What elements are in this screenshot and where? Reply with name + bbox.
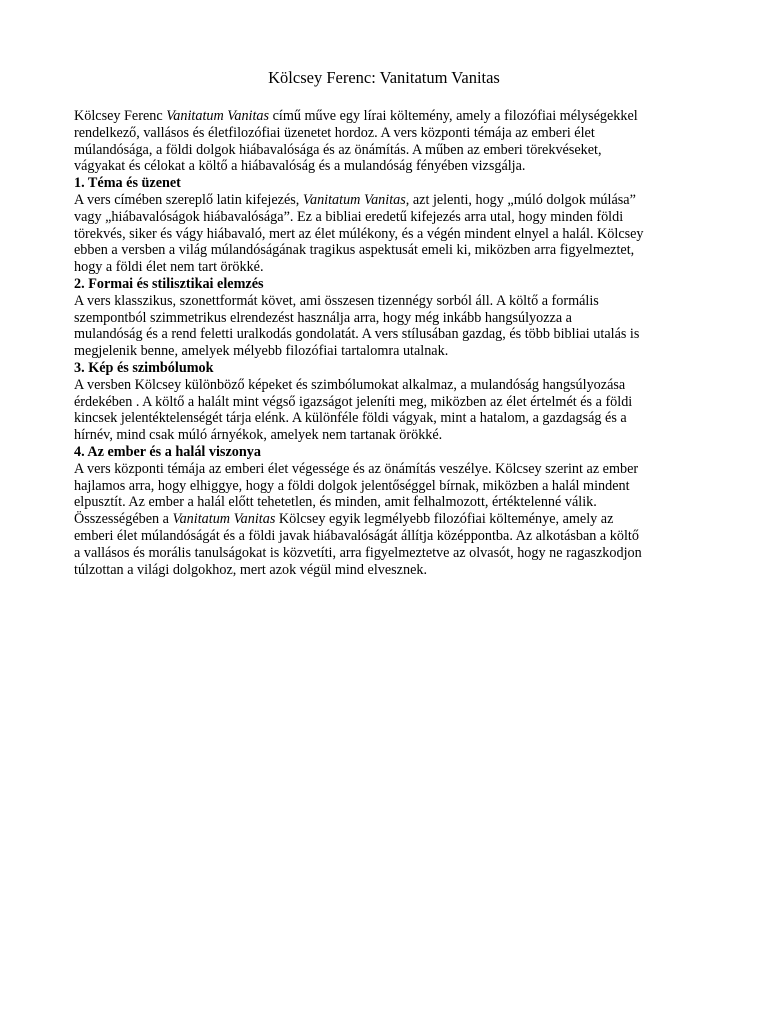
document-body xyxy=(74,108,704,578)
text-line: múlandósága, a földi dolgok hiábavalósága és az önámítás. A műben az emberi törekvéseket, xyxy=(74,141,602,158)
work-title-italic: Vanitatum Vanitas xyxy=(302,191,406,208)
work-title-italic: Vanitatum Vanitas xyxy=(166,108,270,124)
text-line: érdekében . A költő a halált mint végső igazságot jeleníti meg, miközben az élet értelmét és a földi xyxy=(74,393,633,410)
document-title: Kölcsey Ferenc: Vanitatum Vanitas xyxy=(268,68,500,87)
text-line: elpusztít. Az ember a halál előtt tehetetlen, és minden, amit felhalmozott, értéktelenné válik. xyxy=(74,494,597,511)
section-paragraph xyxy=(74,377,704,444)
text-line: mulandóság és a rend feletti uralkodás gondolatát. A vers stílusában gazdag, és több bibliai utalás is xyxy=(74,326,640,343)
text-line: emberi élet múlandóságát és a földi javak hiábavalóságát állítja középpontba. Az alkotásban a költő xyxy=(74,527,639,544)
text-line: A vers címében szereplő latin kifejezés, Vanitatum Vanitas, azt jelenti, hogy „múló dolgok múlása” xyxy=(74,191,636,208)
section-heading: 1. Téma és üzenet xyxy=(74,175,181,192)
text-line: törekvés, siker és vágy hiábavaló, mert az élet múlékony, és a végén mindent elnyel a halál. Kölcsey xyxy=(74,225,644,242)
text-line: szempontból szimmetrikus elrendezést használja arra, hogy még inkább hangsúlyozza a xyxy=(74,309,572,326)
text-line: megjelenik benne, amelyek mélyebb filozófiai tartalomra utalnak. xyxy=(74,343,449,360)
section-paragraph xyxy=(74,293,704,360)
text-line: hogy a földi élet nem tart örökké. xyxy=(74,259,264,276)
text-line: vágyakat és célokat a költő a hiábavalóság és a mulandóság fényében vizsgálja. xyxy=(74,158,526,175)
section-heading: 2. Formai és stilisztikai elemzés xyxy=(74,275,264,292)
section-paragraph xyxy=(74,192,704,276)
text-line: hajlamos arra, hogy elhiggye, hogy a földi dolgok jelentőséggel bírnak, miközben a halál mindent xyxy=(74,477,630,494)
text-line: rendelkező, vallásos és életfilozófiai üzenetet hordoz. A vers központi témája az emberi élet xyxy=(74,124,595,141)
text-line: A versben Kölcsey különböző képeket és szimbólumokat alkalmaz, a mulandóság hangsúlyozása xyxy=(74,376,626,393)
text-line: kincsek jelentéktelenségét tárja elénk. A különféle földi vágyak, mint a hatalom, a gazdagság és a xyxy=(74,410,627,427)
text-line: A vers klasszikus, szonettformát követ, ami összesen tizennégy sorból áll. A költő a formális xyxy=(74,292,599,309)
intro-paragraph xyxy=(74,108,704,175)
text-line: hírnév, mind csak múló árnyékok, amelyek nem tartanak örökké. xyxy=(74,427,443,444)
work-title-italic: Vanitatum Vanitas xyxy=(172,511,276,528)
text-line: A vers központi témája az emberi élet végessége és az önámítás veszélye. Kölcsey szerint az ember xyxy=(74,460,639,477)
text-line: ebben a versben a világ múlandóságának tragikus aspektusát emeli ki, miközben arra figyelmeztet, xyxy=(74,242,635,259)
text-line: Kölcsey Ferenc Vanitatum Vanitas című műve egy lírai költemény, amely a filozófiai mélységekkel xyxy=(74,108,638,124)
text-line: túlzottan a világi dolgokhoz, mert azok végül mind elvesznek. xyxy=(74,561,428,578)
section-paragraph xyxy=(74,461,704,579)
section-heading: 3. Kép és szimbólumok xyxy=(74,359,214,376)
text-line: vagy „hiábavalóságok hiábavalósága”. Ez a bibliai eredetű kifejezés arra utal, hogy minden földi xyxy=(74,208,624,225)
text-line: a vallásos és morális tanulságokat is közvetíti, arra figyelmeztetve az olvasót, hogy ne ragaszkodjon xyxy=(74,544,642,561)
text-line: Összességében a Vanitatum Vanitas Kölcsey egyik legmélyebb filozófiai költeménye, amely az xyxy=(74,511,614,528)
section-heading: 4. Az ember és a halál viszonya xyxy=(74,443,261,460)
